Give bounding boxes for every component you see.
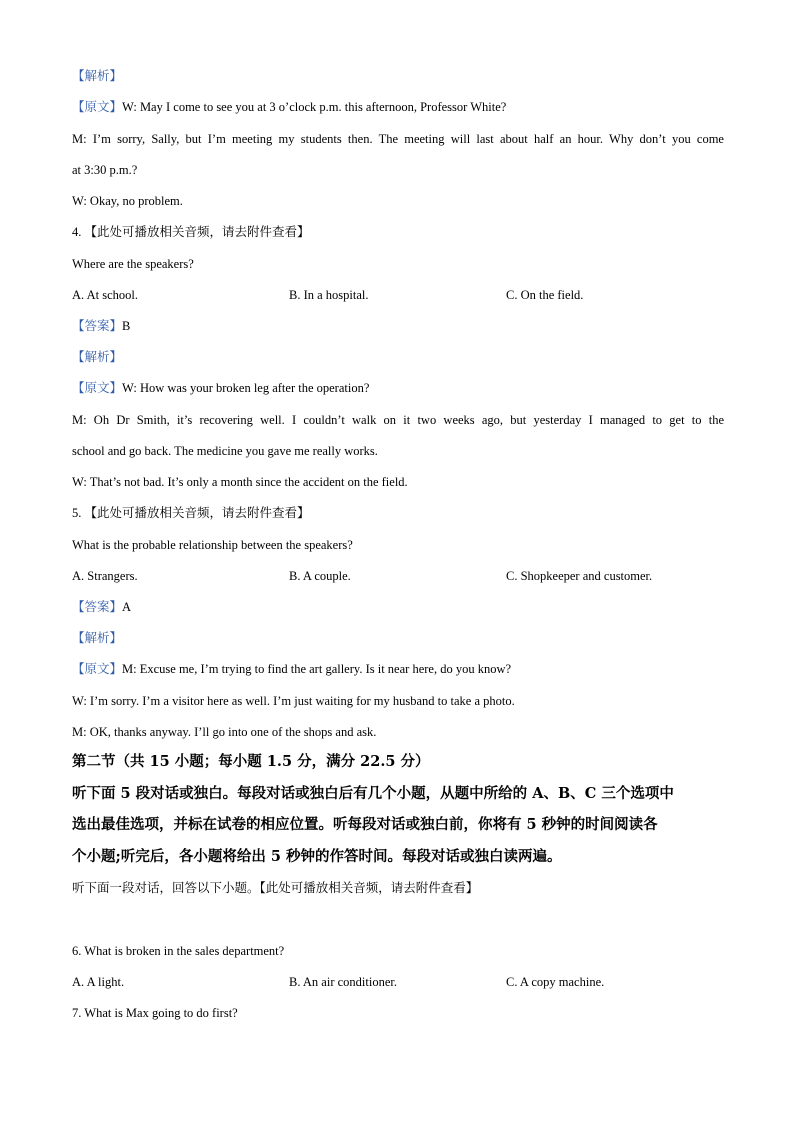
answer-value: A <box>122 600 132 614</box>
transcript-text: W: How was your broken leg after the operation? <box>122 381 370 395</box>
question-header: 5. 【此处可播放相关音频，请去附件查看】 <box>72 506 310 520</box>
answer-value: B <box>122 319 131 333</box>
transcript-line: W: I’m sorry. I’m a visitor here as well. I’m just waiting for my husband to take a photo. <box>72 694 515 708</box>
option-a: A. At school. <box>72 288 138 302</box>
transcript-line: school and go back. The medicine you gave me really works. <box>72 444 378 458</box>
transcript-text: W: May I come to see you at 3 o’clock p.m. this afternoon, Professor White? <box>122 100 507 114</box>
answer-label: 【答案】 <box>72 600 123 614</box>
option-c: C. On the field. <box>506 288 584 302</box>
analysis-label: 【解析】 <box>72 69 123 83</box>
transcript-line: at 3:30 p.m.? <box>72 163 138 177</box>
transcript-line: W: Okay, no problem. <box>72 194 183 208</box>
option-c: C. A copy machine. <box>506 975 605 989</box>
transcript-text: M: Excuse me, I’m trying to find the art gallery. Is it near here, do you know? <box>122 662 512 676</box>
question-text: 7. What is Max going to do first? <box>72 1006 238 1020</box>
transcript-line: M: OK, thanks anyway. I’ll go into one of the shops and ask. <box>72 725 377 739</box>
section-instruction: 个小题;听完后，各小题将给出 5 秒钟的作答时间。每段对话或独白读两遍。 <box>72 848 562 865</box>
analysis-label: 【解析】 <box>72 350 123 364</box>
option-b: B. In a hospital. <box>289 288 369 302</box>
transcript-line <box>72 661 511 677</box>
analysis-label: 【解析】 <box>72 631 123 645</box>
question-text: 6. What is broken in the sales department? <box>72 944 285 958</box>
option-b: B. An air conditioner. <box>289 975 397 989</box>
section-instruction: 选出最佳选项，并标在试卷的相应位置。听每段对话或独白前，你将有 5 秒钟的时间阅读各 <box>72 816 658 833</box>
section-instruction: 听下面 5 段对话或独白。每段对话或独白后有几个小题，从题中所给的 A、B、C 三个选项中 <box>72 785 674 802</box>
transcript-line: M: I’m sorry, Sally, but I’m meeting my students then. The meeting will last about half an hour. Why don’t you come <box>72 132 724 146</box>
dialogue-intro: 听下面一段对话，回答以下小题。【此处可播放相关音频，请去附件查看】 <box>72 881 479 895</box>
section-title: 第二节（共 15 小题；每小题 1.5 分，满分 22.5 分） <box>72 753 430 770</box>
question-text: Where are the speakers? <box>72 257 194 271</box>
answer-line <box>72 599 131 615</box>
transcript-line: M: Oh Dr Smith, it’s recovering well. I couldn’t walk on it two weeks ago, but yesterday I managed to get to the <box>72 413 724 427</box>
answer-label: 【答案】 <box>72 319 123 333</box>
option-a: A. A light. <box>72 975 125 989</box>
transcript-label: 【原文】 <box>72 100 123 114</box>
option-b: B. A couple. <box>289 569 351 583</box>
transcript-label: 【原文】 <box>72 662 123 676</box>
option-a: A. Strangers. <box>72 569 138 583</box>
transcript-line: W: That’s not bad. It’s only a month since the accident on the field. <box>72 475 408 489</box>
transcript-line <box>72 99 506 115</box>
question-header: 4. 【此处可播放相关音频，请去附件查看】 <box>72 225 310 239</box>
option-c: C. Shopkeeper and customer. <box>506 569 653 583</box>
transcript-label: 【原文】 <box>72 381 123 395</box>
transcript-line <box>72 380 369 396</box>
answer-line <box>72 318 130 334</box>
question-text: What is the probable relationship between the speakers? <box>72 538 353 552</box>
